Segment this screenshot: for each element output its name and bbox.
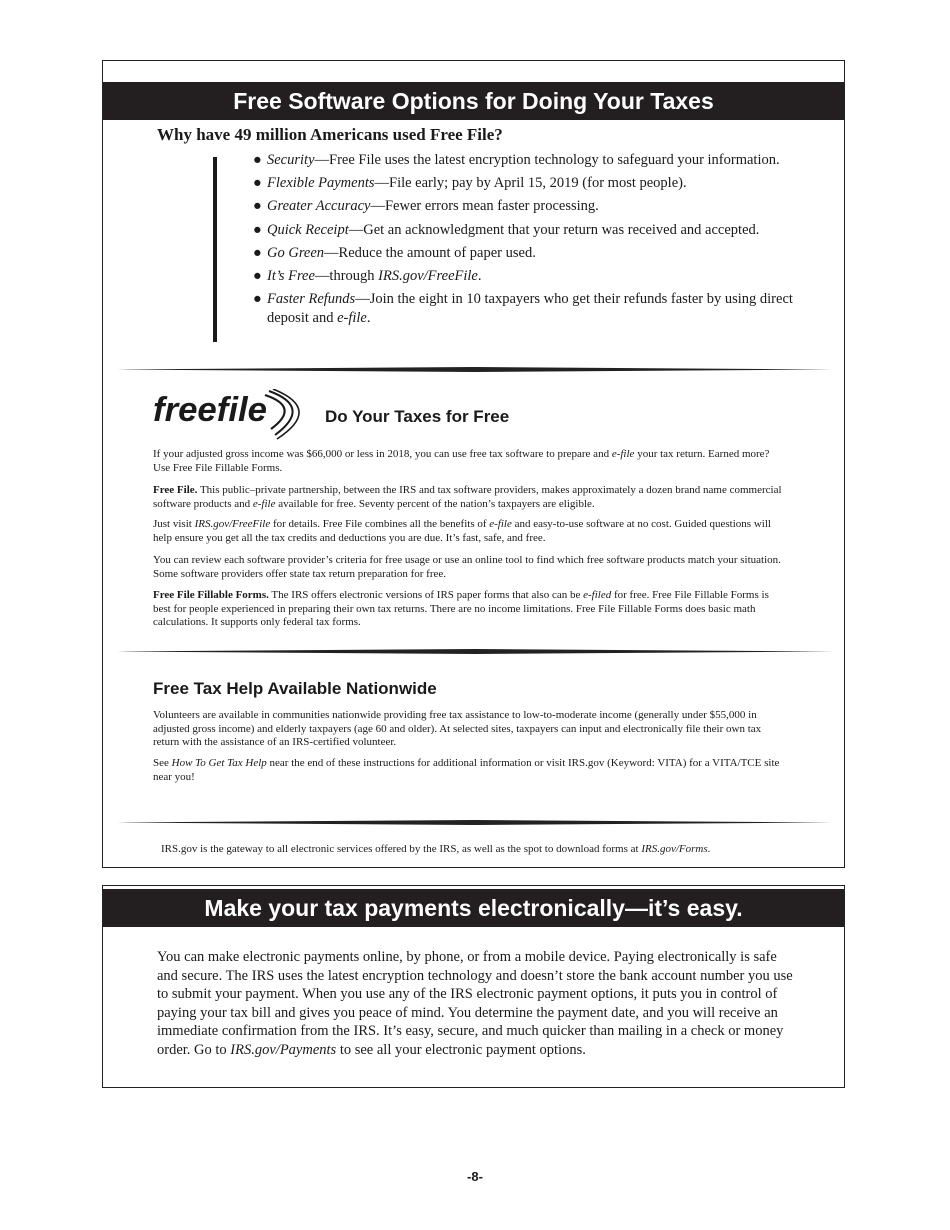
freefile-link[interactable]: IRS.gov/FreeFile [194, 518, 271, 530]
freefile-intro: If your adjusted gross income was $66,000 or less in 2018, you can use free tax software to prepare and e-file your tax return. Earned more? Use Free File Fillable Forms. [153, 448, 770, 474]
freefile-logo [151, 389, 321, 441]
free-file-paragraph: Free File. This public–private partnership, between the IRS and tax software providers, makes approximately a dozen brand name commercial software products and e-file available for free. Seventy percent of the nation’s taxpayers are eligible. [153, 484, 782, 510]
page-number: -8- [467, 1169, 483, 1184]
free-software-section [102, 60, 845, 868]
volunteers-paragraph: Volunteers are available in communities nationwide providing free tax assistance to low-to-moderate income (generally under $55,000 in adjusted gross income) and elderly taxpayers (age 60 and older). At selected sites, taxpayers can input and electronically file their own tax return with the assistance of an IRS-certified volunteer. [153, 709, 762, 748]
fillable-forms-paragraph: Free File Fillable Forms. The IRS offers electronic versions of IRS paper forms that also can be e-filed for free. Free File Fillable Forms is best for people experienced in preparing their own tax returns. There are no income limitations. Free File Fillable Forms does basic math calculations. It supports only federal tax forms. [153, 589, 769, 628]
divider-rule [117, 820, 833, 825]
tax-help-heading: Free Tax Help Available Nationwide [153, 679, 437, 698]
free-software-banner: Free Software Options for Doing Your Taxes [103, 82, 844, 120]
list-item: ● Security—Free File uses the latest encryption technology to safeguard your information. [253, 152, 780, 168]
list-item: ● Quick Receipt—Get an acknowledgment that your return was received and accepted. [253, 221, 760, 238]
payments-paragraph: You can make electronic payments online, by phone, or from a mobile device. Paying electronically is safe and secure. The IRS uses the latest encryption technology and doesn’t store the bank account number you use to submit your payment. When you use any of the IRS electronic payment options, it puts you in control of paying your tax bill and gives you peace of mind. You determine the payment date, and you will receive an immediate confirmation from the IRS. It’s easy, secure, and much quicker than mailing in a check or money order. Go to IRS.gov/Payments to see all your electronic payment options. [157, 949, 793, 1058]
list-item: ● Greater Accuracy—Fewer errors mean faster processing. [253, 198, 599, 215]
list-item: ● Go Green—Reduce the amount of paper used. [253, 244, 536, 261]
why-heading: Why have 49 million Americans used Free File? [157, 125, 503, 144]
visit-paragraph: Just visit IRS.gov/FreeFile for details. Free File combines all the benefits of e-file and easy-to-use software at no cost. Guided questions will help ensure you get all the tax credits and deductions you are due. It’s fast, safe, and free. [153, 518, 771, 544]
review-paragraph: You can review each software provider’s criteria for free usage or use an online tool to find which free software products match your situation. Some software providers offer state tax return preparation for free. [153, 554, 781, 580]
payments-section [102, 885, 845, 1088]
payments-banner: Make your tax payments electronically—it’s easy. [103, 889, 844, 927]
see-paragraph: See How To Get Tax Help near the end of these instructions for additional information or visit IRS.gov (Keyword: VITA) for a VITA/TCE site near you! [153, 757, 780, 783]
divider-rule [117, 367, 833, 372]
benefits-list [253, 151, 823, 332]
divider-rule [117, 649, 833, 654]
list-item: ● Flexible Payments—File early; pay by April 15, 2019 (for most people). [253, 175, 687, 192]
freefile-link[interactable]: IRS.gov/FreeFile [378, 267, 478, 284]
payments-link[interactable]: IRS.gov/Payments [230, 1041, 337, 1058]
list-item: ● Faster Refunds—Join the eight in 10 taxpayers who get their refunds faster by using direct deposit and e-file. [253, 291, 793, 326]
list-item: ● It’s Free—through IRS.gov/FreeFile. [253, 267, 482, 284]
do-your-taxes-heading: Do Your Taxes for Free [325, 407, 510, 426]
accent-bar [213, 157, 217, 342]
forms-link[interactable]: IRS.gov/Forms [641, 843, 708, 855]
gateway-note: IRS.gov is the gateway to all electronic services offered by the IRS, as well as the spot to download forms at IRS.gov/Forms. [161, 843, 711, 855]
svg-text:freefile: freefile [153, 391, 267, 429]
